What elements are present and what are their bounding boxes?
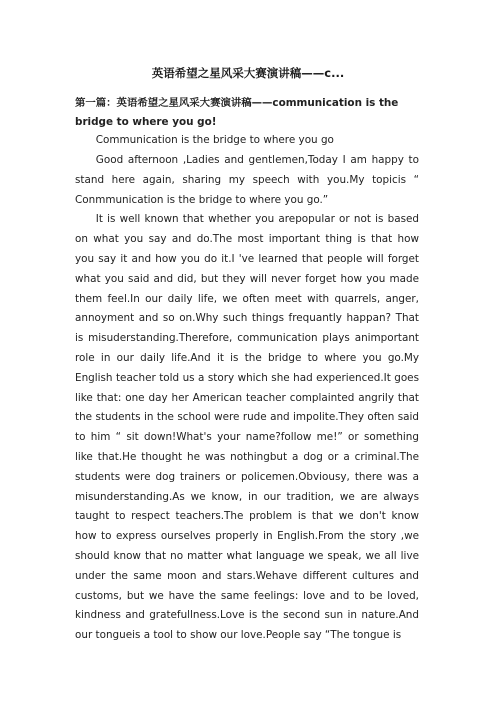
greeting-paragraph: Good afternoon ,Ladies and gentlemen,Today I am happy to stand here again, sharing my speech with you.My topicis “ Conmmunication is the bridge to where you go.” xyxy=(75,153,419,206)
body-paragraph: It is well known that whether you arepopular or not is based on what you say and do.The most important thing is that how you say it and how you do it.I 've learned that people will forget what you said and did, but they will never forget how you made them feel.In our daily life, we often meet with quarrels, anger, annoyment and so on.Why such things frequantly happan? That is misuderstanding.Therefore, communication plays animportant role in our daily life.And it is the bridge to where you go.My English teacher told us a story which she had experienced.It goes like that: one day her American teacher complainted angrily that the students in the school were rude and impolite.They often said to him “ sit down!What's your name?follow me!” or something like that.He thought he was nothingbut a dog or a criminal.The students were dog trainers or policemen.Obviousy, there was a misunderstanding.As we know, in our tradition, we are always taught to respect teachers.The problem is that we don't know how to express ourselves properly in English.From the story ,we should know that no matter what language we speak, we all live under the same moon and stars.Wehave different cultures and customs, but we have the same feelings: love and to be loved, kindness and gratefullness.Love is the second sun in nature.And our tongueis a tool to show our love.People say “The tongue is xyxy=(75,213,419,642)
document-body xyxy=(75,94,419,646)
speech-title-paragraph: Communication is the bridge to where you go xyxy=(95,134,334,147)
document-title: 英语希望之星风采大赛演讲稿——c... xyxy=(151,66,345,80)
section-heading: 第一篇：英语希望之星风采大赛演讲稿——communication is the bridge to where you go! xyxy=(75,97,399,128)
